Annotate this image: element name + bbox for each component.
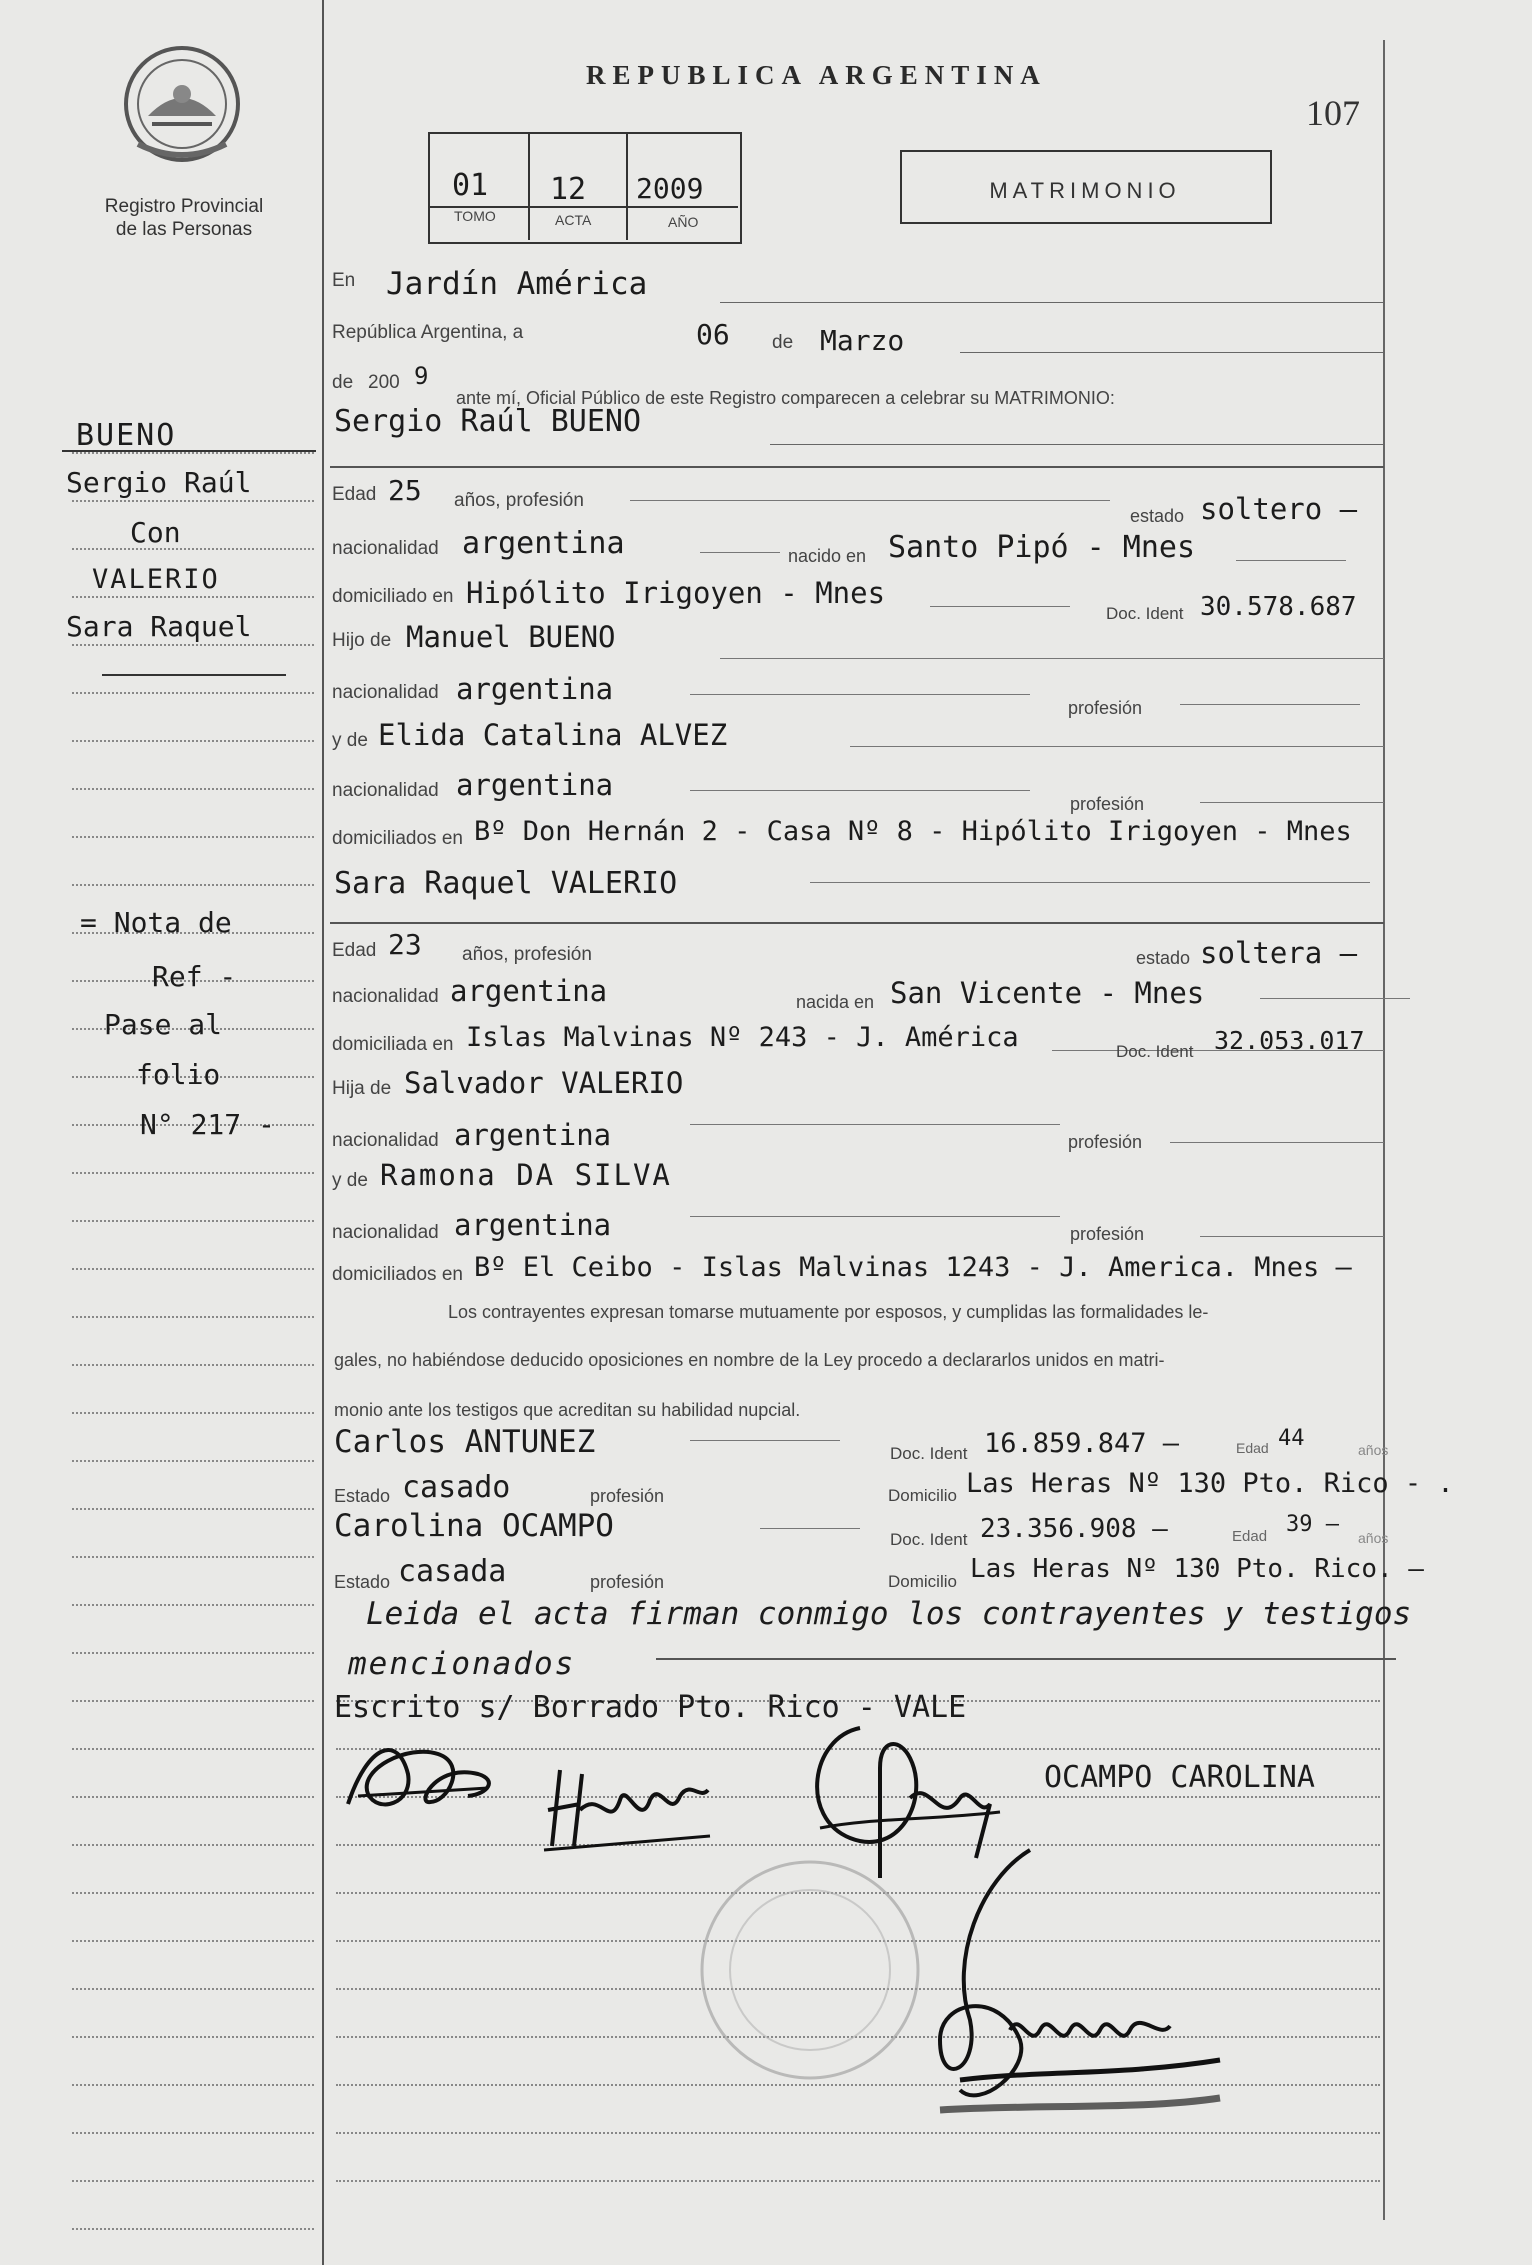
year-prefix: 200 (368, 372, 400, 393)
bride-full-name: Sara Raquel VALERIO (334, 866, 678, 901)
margin-note-5: N° 217 - (140, 1108, 275, 1141)
label-de: de (772, 332, 794, 353)
label-edad: Edad (332, 484, 377, 505)
page-number: 107 (1306, 93, 1360, 133)
witness1-estado: casado (402, 1470, 511, 1505)
label-republica: República Argentina, a (332, 322, 524, 343)
groom-father: Manuel BUENO (406, 620, 616, 654)
label-edad-w2: Edad (1232, 1528, 1268, 1545)
witness1-doc: 16.859.847 — (984, 1428, 1180, 1459)
label-en: En (332, 270, 356, 291)
label-domiciliada-en: domiciliada en (332, 1034, 454, 1055)
label-anos-profesion-bride: años, profesión (462, 944, 592, 965)
ano-label: AÑO (668, 214, 699, 230)
label-profesion-father: profesión (1068, 698, 1143, 718)
country-title: REPUBLICA ARGENTINA (586, 60, 1047, 90)
label-anos-w2: años (1358, 1530, 1389, 1546)
groom-nacido-en: Santo Pipó - Mnes (888, 530, 1196, 565)
label-profesion-bride-father: profesión (1068, 1132, 1143, 1152)
margin-surname-bride: VALERIO (92, 564, 220, 595)
printed-name-witness2: OCAMPO CAROLINA (1044, 1760, 1315, 1795)
label-nacido-en: nacido en (788, 546, 867, 566)
margin-note-1: = Nota de (80, 906, 232, 939)
margin-note-4: folio (136, 1058, 221, 1091)
bride-nacida-en: San Vicente - Mnes (890, 976, 1205, 1010)
acta-label: ACTA (555, 212, 592, 228)
declaration-line-1: Los contrayentes expresan tomarse mutuamente por esposos, y cumplidas las formalidades le- (448, 1302, 1209, 1322)
label-estado-w2: Estado (334, 1572, 391, 1592)
acta-value: 12 (550, 172, 587, 207)
bride-nacionalidad: argentina (450, 974, 608, 1008)
bride-parents-domicilio: Bº El Ceibo - Islas Malvinas 1243 - J. America. Mnes — (474, 1252, 1352, 1283)
bride-age: 23 (388, 928, 422, 961)
groom-doc: 30.578.687 (1200, 592, 1357, 622)
left-rule (322, 0, 324, 2265)
doc-type: MATRIMONIO (989, 178, 1181, 203)
bride-doc: 32.053.017 (1214, 1026, 1365, 1055)
label-nacida-en: nacida en (796, 992, 875, 1012)
witness2-domicilio: Las Heras Nº 130 Pto. Rico. — (970, 1554, 1424, 1584)
label-domicilio-w2: Domicilio (888, 1572, 957, 1591)
witness2-name: Carolina OCAMPO (334, 1508, 614, 1544)
label-domiciliados-en: domiciliados en (332, 828, 463, 849)
label-y-de-bride: y de (332, 1170, 368, 1191)
margin-name-bride: Sara Raquel (66, 610, 252, 643)
registry-line-1: Registro Provincial (104, 196, 264, 217)
label-estado-bride: estado (1136, 948, 1191, 968)
witness1-domicilio: Las Heras Nº 130 Pto. Rico - . (966, 1468, 1454, 1499)
label-nacionalidad-bride: nacionalidad (332, 986, 439, 1007)
margin-note-2: Ref - (152, 960, 237, 993)
label-hijo-de: Hijo de (332, 630, 392, 651)
label-nacionalidad-bride-mother: nacionalidad (332, 1222, 439, 1243)
label-domiciliado-en: domiciliado en (332, 586, 454, 607)
label-doc-ident-w2: Doc. Ident (890, 1530, 968, 1549)
place: Jardín América (386, 266, 648, 302)
label-edad-bride: Edad (332, 940, 377, 961)
closing-line-1: Leida el acta firman conmigo los contrayentes y testigos (366, 1596, 1412, 1632)
signature-groom (338, 1724, 508, 1829)
margin-con: Con (130, 516, 181, 549)
tomo-value: 01 (452, 168, 489, 203)
year-suffix: 9 (414, 362, 429, 390)
declaration-line-2: gales, no habiéndose deducido oposiciones en nombre de la Ley procedo a declararlos unidos en matri- (334, 1350, 1165, 1370)
tomo-label: TOMO (454, 208, 496, 224)
date-day: 06 (696, 318, 730, 351)
bride-estado: soltera — (1200, 936, 1358, 970)
label-edad-w1: Edad (1236, 1440, 1269, 1456)
bride-father-nac: argentina (454, 1118, 612, 1152)
margin-name-groom: Sergio Raúl (66, 466, 252, 499)
groom-nacionalidad: argentina (462, 526, 625, 561)
margin-surname-groom: BUENO (76, 418, 177, 453)
bride-mother-nac: argentina (454, 1208, 612, 1242)
label-doc-ident-bride: Doc. Ident (1116, 1042, 1194, 1061)
groom-mother-nac: argentina (456, 768, 614, 802)
right-rule (1383, 40, 1385, 2220)
closing-line-2: mencionados (348, 1646, 576, 1682)
label-estado: estado (1130, 506, 1185, 526)
label-profesion-bride-mother: profesión (1070, 1224, 1145, 1244)
groom-domicilio: Hipólito Irigoyen - Mnes (466, 576, 886, 610)
bride-mother: Ramona DA SILVA (380, 1158, 672, 1192)
groom-parents-domicilio: Bº Don Hernán 2 - Casa Nº 8 - Hipólito Irigoyen - Mnes (474, 816, 1352, 847)
label-domicilio-w1: Domicilio (888, 1486, 957, 1505)
label-de-year: de (332, 372, 354, 393)
witness2-estado: casada (398, 1554, 507, 1589)
label-hija-de: Hija de (332, 1078, 392, 1099)
registry-line-2: de las Personas (115, 219, 253, 240)
label-nacionalidad-mother: nacionalidad (332, 780, 439, 801)
label-nacionalidad-bride-father: nacionalidad (332, 1130, 439, 1151)
ano-value: 2009 (636, 172, 704, 205)
bride-father: Salvador VALERIO (404, 1066, 684, 1100)
witness1-age: 44 (1278, 1426, 1305, 1451)
label-estado-w1: Estado (334, 1486, 391, 1506)
label-domiciliados-en-bride: domiciliados en (332, 1264, 463, 1285)
label-doc-ident-w1: Doc. Ident (890, 1444, 968, 1463)
signature-bride (540, 1750, 720, 1865)
groom-age: 25 (388, 474, 422, 507)
bride-domicilio: Islas Malvinas Nº 243 - J. América (466, 1022, 1019, 1053)
groom-full-name: Sergio Raúl BUENO (334, 404, 642, 439)
witness1-name: Carlos ANTUNEZ (334, 1424, 596, 1460)
witness2-age: 39 — (1286, 1512, 1339, 1537)
label-doc-ident: Doc. Ident (1106, 604, 1184, 623)
ante-mi-text: ante mí, Oficial Público de este Registro comparecen a celebrar su MATRIMONIO: (456, 388, 1115, 408)
label-profesion-w2: profesión (590, 1572, 665, 1592)
label-anos-profesion: años, profesión (454, 490, 584, 511)
label-nacionalidad-father: nacionalidad (332, 682, 439, 703)
label-anos-w1: años (1358, 1442, 1389, 1458)
label-nacionalidad: nacionalidad (332, 538, 439, 559)
groom-mother: Elida Catalina ALVEZ (378, 718, 728, 752)
groom-father-nac: argentina (456, 672, 614, 706)
provincial-seal (118, 40, 246, 173)
groom-estado: soltero — (1200, 492, 1358, 526)
signature-officer (920, 1840, 1240, 2145)
label-profesion-mother: profesión (1070, 794, 1145, 814)
date-month: Marzo (820, 324, 905, 357)
closing-line-3: Escrito s/ Borrado Pto. Rico - VALE (334, 1690, 967, 1725)
label-y-de: y de (332, 730, 368, 751)
label-profesion-w1: profesión (590, 1486, 665, 1506)
margin-note-3: Pase al (104, 1008, 223, 1041)
official-stamp (690, 1850, 930, 2095)
declaration-line-3: monio ante los testigos que acreditan su habilidad nupcial. (334, 1400, 801, 1420)
witness2-doc: 23.356.908 — (980, 1514, 1168, 1544)
